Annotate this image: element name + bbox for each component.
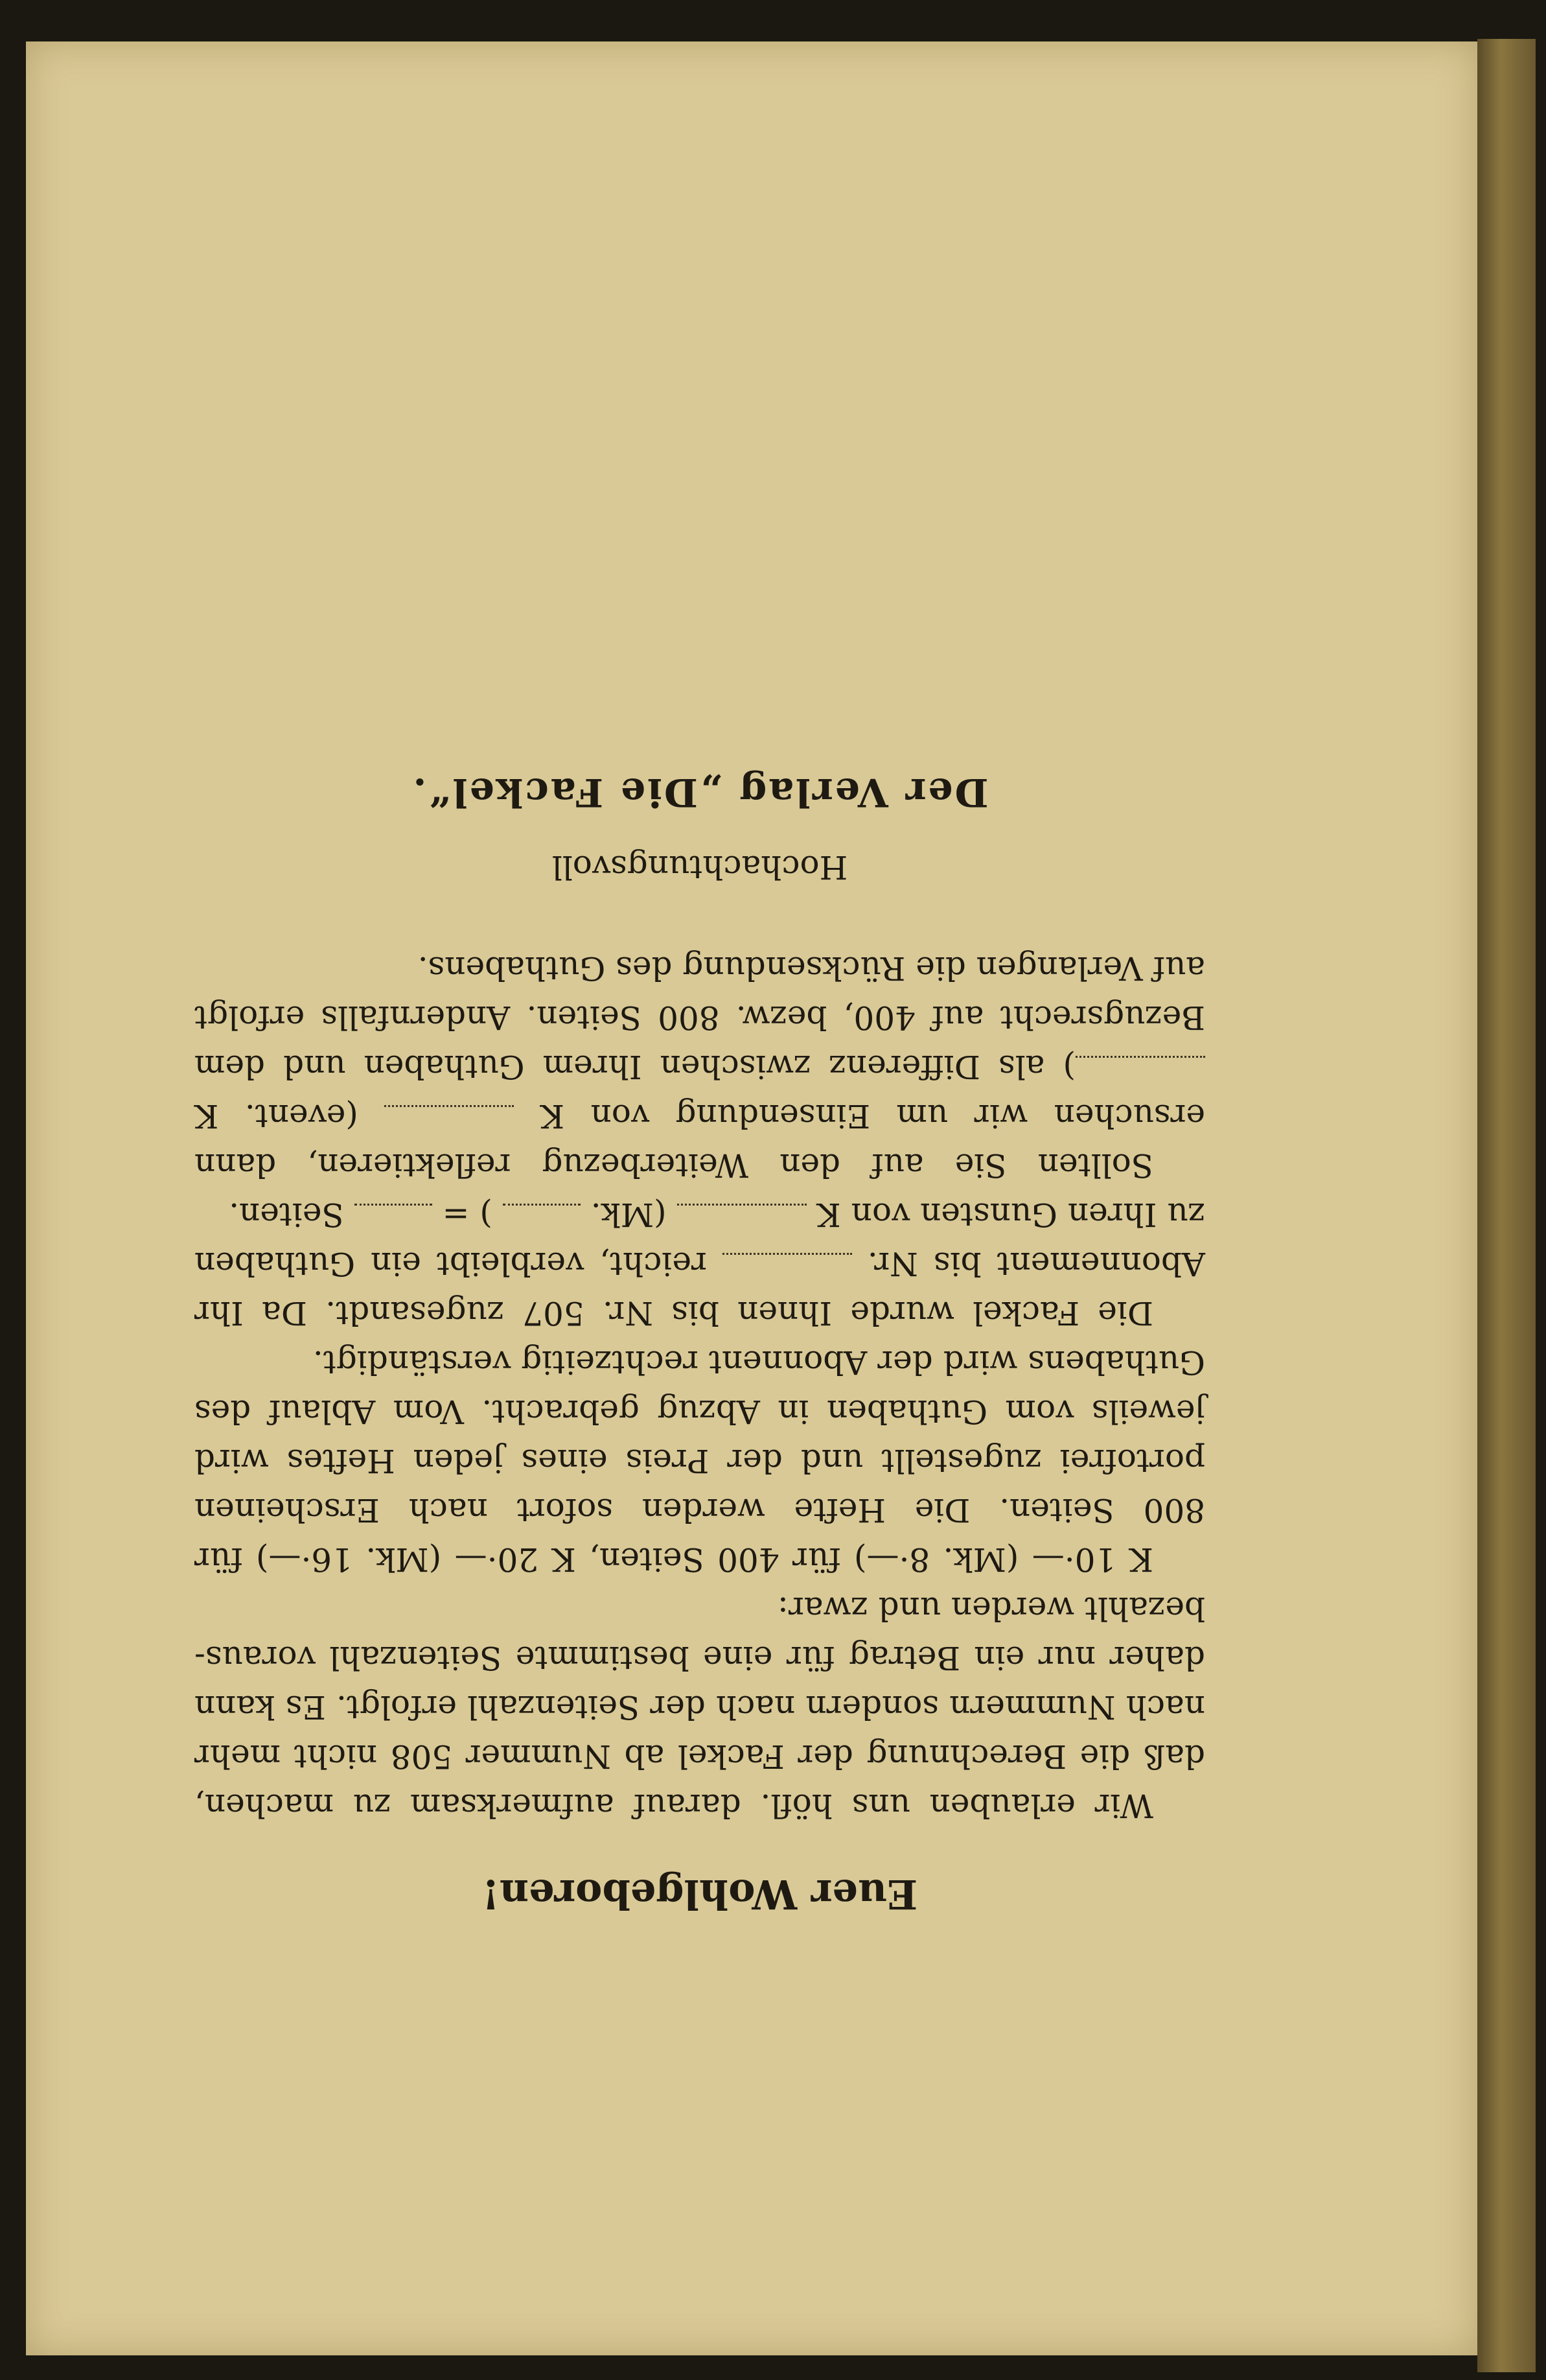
balance-text-3: (Mk. [590,1196,667,1233]
paragraph-prices: K 10·— (Mk. 8·—) für 400 Seiten, K 20·— (Mk. 16·—) für 800 Seiten. Die Hefte werden sofort nach Erscheinen portofrei zugestellt und der Preis eines jeden Heftes wird jeweils vom Guthaben in Abzug gebracht. Vom Ablauf des Guthabens wird der Abonnent rechtzeitig verständigt. [194,1344,1205,1578]
balance-text-1: Die Fackel wurde Ihnen bis Nr. 507 zugesandt. Da Ihr Abonnement bis Nr. [194,1245,1205,1332]
balance-text-5: Seiten. [229,1196,344,1233]
paragraph-balance [194,1190,1205,1338]
balance-text-2: reicht, verbleibt ein Guthaben zu Ihren Gunsten von K [194,1196,1205,1283]
closing: Hochachtungsvoll [551,848,848,886]
balance-text-4: ) = [442,1196,492,1233]
renewal-text-4: als Differenz zwischen Ihrem Guthaben und dem Bezugsrecht auf 400, bezw. 800 Seiten. Andernfalls erfolgt auf Verlangen die Rücksendung des Guthabens. [194,950,1205,1086]
renewal-text-2: (event. K [194,1097,358,1135]
renewal-text-1: Sollten Sie auf den Weiterbezug reflektieren, dann ersuchen wir um Einsendung von K [194,1097,1205,1184]
blank-amount-k [677,1204,807,1231]
salutation: Euer Wohlgeboren! [481,1871,918,1918]
blank-pages [354,1204,432,1231]
letter-text-block [194,480,1205,1919]
blank-renewal-event-k [1076,1056,1205,1084]
signature: Der Verlag „Die Fackel“. [411,769,989,815]
paragraph-intro: Wir erlauben uns höfl. darauf aufmerksam zu machen, daß die Berechnung der Fackel ab Nummer 508 nicht mehr nach Nummern sondern nach der Seitenzahl erfolgt. Es kann daher nur ein Betrag für eine bestimmte Seitenzahl voraus-bezahlt werden und zwar: [194,1590,1205,1825]
blank-renewal-k [384,1105,514,1133]
blank-issue-number [722,1253,852,1281]
blank-amount-mk [503,1204,581,1231]
paragraph-renewal [194,944,1205,1190]
book-edge [1477,39,1536,2372]
renewal-text-3: ) [1063,1048,1076,1086]
